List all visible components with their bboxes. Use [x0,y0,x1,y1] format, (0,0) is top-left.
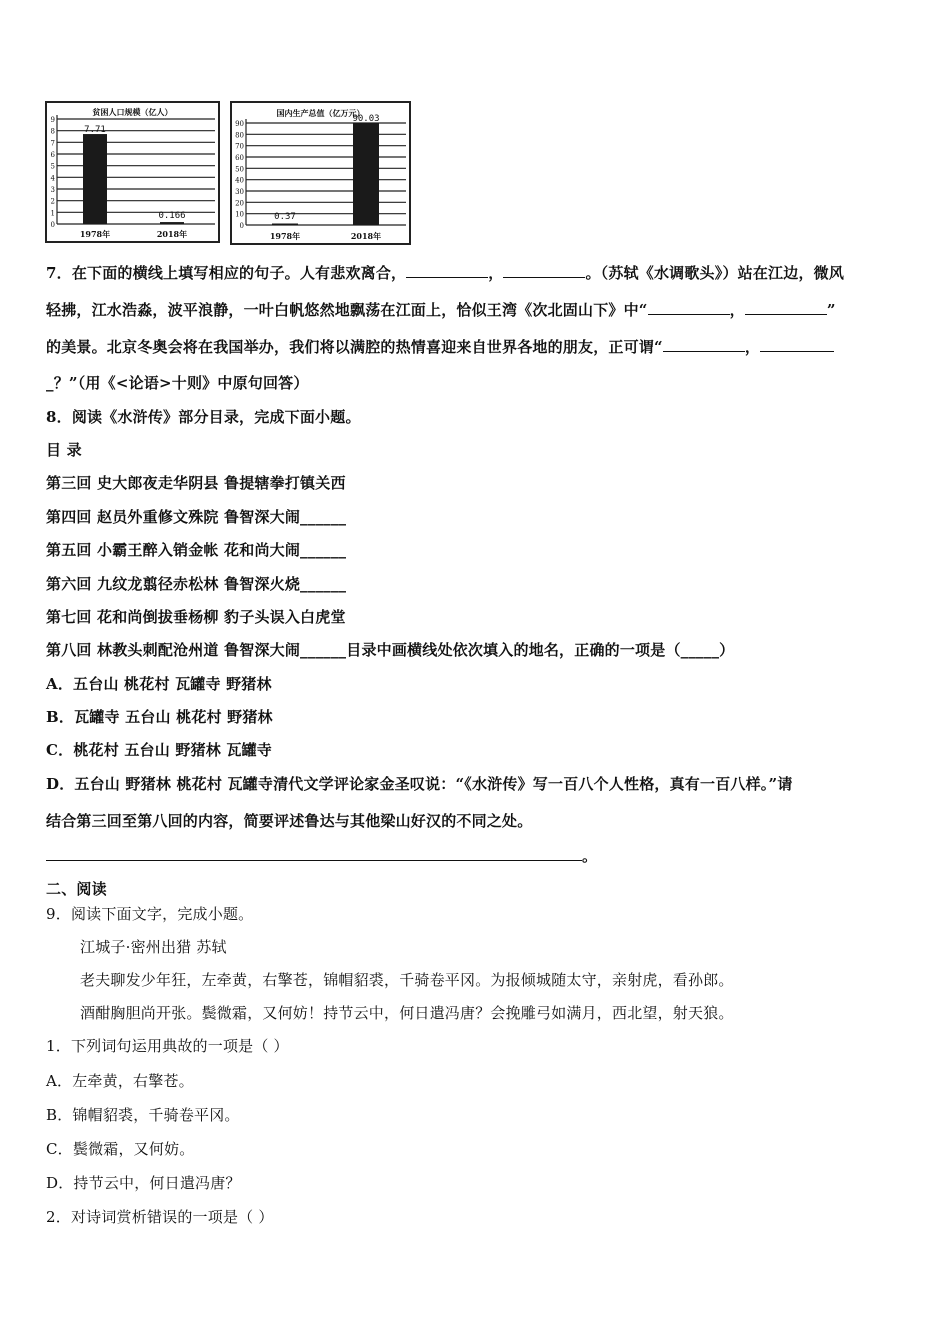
y-tick-label: 0 [50,221,55,229]
y-tick-label: 6 [50,151,55,159]
subq1-option-b: B．锦帽貂裘，千骑卷平冈。 [46,1106,240,1124]
q8-option-a: A．五台山 桃花村 瓦罐寺 野猪林 [46,675,272,693]
q8-answer-line [46,845,597,866]
y-tick-label: 50 [235,165,244,174]
y-tick-label: 2 [50,197,55,206]
gdp-chart [230,101,411,245]
bar [353,123,379,225]
q8-chapter-6: 第六回 九纹龙翦径赤松林 鲁智深火烧______ [46,575,347,593]
q7-sep-2: ， [729,301,745,319]
bar-value-label: 0.37 [274,212,296,222]
q7-blank-5[interactable] [663,336,745,352]
q7-text-2: 轻拂，江水浩淼，波平浪静，一叶白帆悠然地飘荡在江面上，恰似王湾《次北固山下》中“ [46,301,648,319]
poverty-chart [45,101,220,243]
q8-option-c: C．桃花村 五台山 野猪林 瓦罐寺 [46,741,273,759]
y-tick-label: 40 [235,176,244,185]
q7-sep-3: ， [744,338,761,356]
q7-text-3: 的美景。北京冬奥会将在我国举办，我们将以满腔的热情喜迎来自世界各地的朋友，正可谓“ [46,338,663,356]
subq1: 1．下列词句运用典故的一项是（ ） [46,1037,289,1055]
y-tick-label: 0 [239,222,244,230]
y-tick-label: 4 [50,174,55,183]
q8-end-mark: 。 [582,847,598,865]
q9-intro: 9．阅读下面文字，完成小题。 [46,905,254,923]
bar-value-label: 90.03 [352,113,380,124]
q8-chapter-4: 第四回 赵员外重修文殊院 鲁智深大闹______ [46,508,347,526]
q8-answer-blank[interactable] [46,845,582,861]
y-tick-label: 20 [235,199,244,208]
q7-line4: _？”（用《<论语>十则》中原句回答） [46,374,309,392]
subq1-option-d: D．持节云中，何日遣冯唐？ [46,1174,241,1192]
q8-chapter-3: 第三回 史大郎夜走华阴县 鲁提辖拳打镇关西 [46,474,346,492]
subq2: 2．对诗词赏析错误的一项是（ ） [46,1208,274,1226]
category-label: 1978年 [79,229,111,239]
y-tick-label: 80 [235,131,244,140]
chart-title: 贫困人口规模（亿人） [92,107,173,117]
bar [272,224,298,226]
q7-blank-3[interactable] [648,299,730,315]
q7-sep: ， [488,264,504,282]
y-tick-label: 60 [235,154,244,162]
poem-line-2: 酒酣胸胆尚开张。鬓微霜，又何妨！持节云中，何日遣冯唐？会挽雕弓如满月，西北望，射天狼。 [80,1004,734,1022]
q7-line1 [46,262,844,283]
category-label: 1978年 [269,231,301,241]
q8-option-d: D．五台山 野猪林 桃花村 瓦罐寺清代文学评论家金圣叹说：“《水浒传》写一百八个人性格，真有一百八样。”请 [46,775,793,793]
q7-blank-2[interactable] [503,262,585,278]
q8-chapter-8: 第八回 林教头刺配沧州道 鲁智深大闹______目录中画横线处依次填入的地名，正确的一项是（_____） [46,641,735,659]
poem-line-1: 老夫聊发少年狂，左牵黄，右擎苍，锦帽貂裘，千骑卷平冈。为报倾城随太守，亲射虎，看孙郎。 [80,971,734,989]
subq1-option-a: A．左牵黄，右擎苍。 [46,1072,194,1090]
y-tick-label: 90 [235,120,244,128]
y-tick-label: 8 [50,127,55,136]
y-tick-label: 7 [50,139,55,148]
q7-text: 7．在下面的横线上填写相应的句子。人有悲欢离合， [46,264,407,282]
q7-quote-end: ” [826,301,836,319]
q8-continuation: 结合第三回至第八回的内容，简要评述鲁达与其他梁山好汉的不同之处。 [46,812,533,830]
poem-title: 江城子·密州出猎 苏轼 [80,938,227,956]
poverty-chart-svg [47,103,218,241]
q8-chapter-5: 第五回 小霸王醉入销金帐 花和尚大闹______ [46,541,347,559]
category-label: 2018年 [156,229,188,239]
bar-value-label: 0.166 [158,211,186,221]
y-tick-label: 1 [50,209,55,218]
q7-line3 [46,336,834,357]
y-tick-label: 10 [235,210,244,219]
q8-intro: 8．阅读《水浒传》部分目录，完成下面小题。 [46,408,361,426]
q8-toc-title: 目 录 [46,441,82,459]
category-label: 2018年 [350,231,382,241]
y-tick-label: 30 [235,188,244,196]
bar [160,222,184,224]
q8-option-b: B．瓦罐寺 五台山 桃花村 野猪林 [46,708,273,726]
q7-line2 [46,299,836,320]
bar [83,134,107,224]
section-heading: 二、阅读 [46,880,107,898]
q7-blank-6[interactable] [760,336,834,352]
y-tick-label: 9 [50,116,55,124]
bar-value-label: 7.71 [84,125,106,136]
q7-text-cont: 。（苏轼《水调歌头》）站在江边，微风 [585,264,845,282]
q7-blank-1[interactable] [406,262,488,278]
gdp-chart-svg [232,103,409,243]
q7-blank-4[interactable] [745,299,827,315]
y-tick-label: 3 [50,186,55,194]
chart-title: 国内生产总值（亿万元） [276,108,365,118]
subq1-option-c: C．鬓微霜，又何妨。 [46,1140,195,1158]
q8-chapter-7: 第七回 花和尚倒拔垂杨柳 豹子头误入白虎堂 [46,608,346,626]
y-tick-label: 70 [235,142,244,151]
y-tick-label: 5 [50,162,55,171]
